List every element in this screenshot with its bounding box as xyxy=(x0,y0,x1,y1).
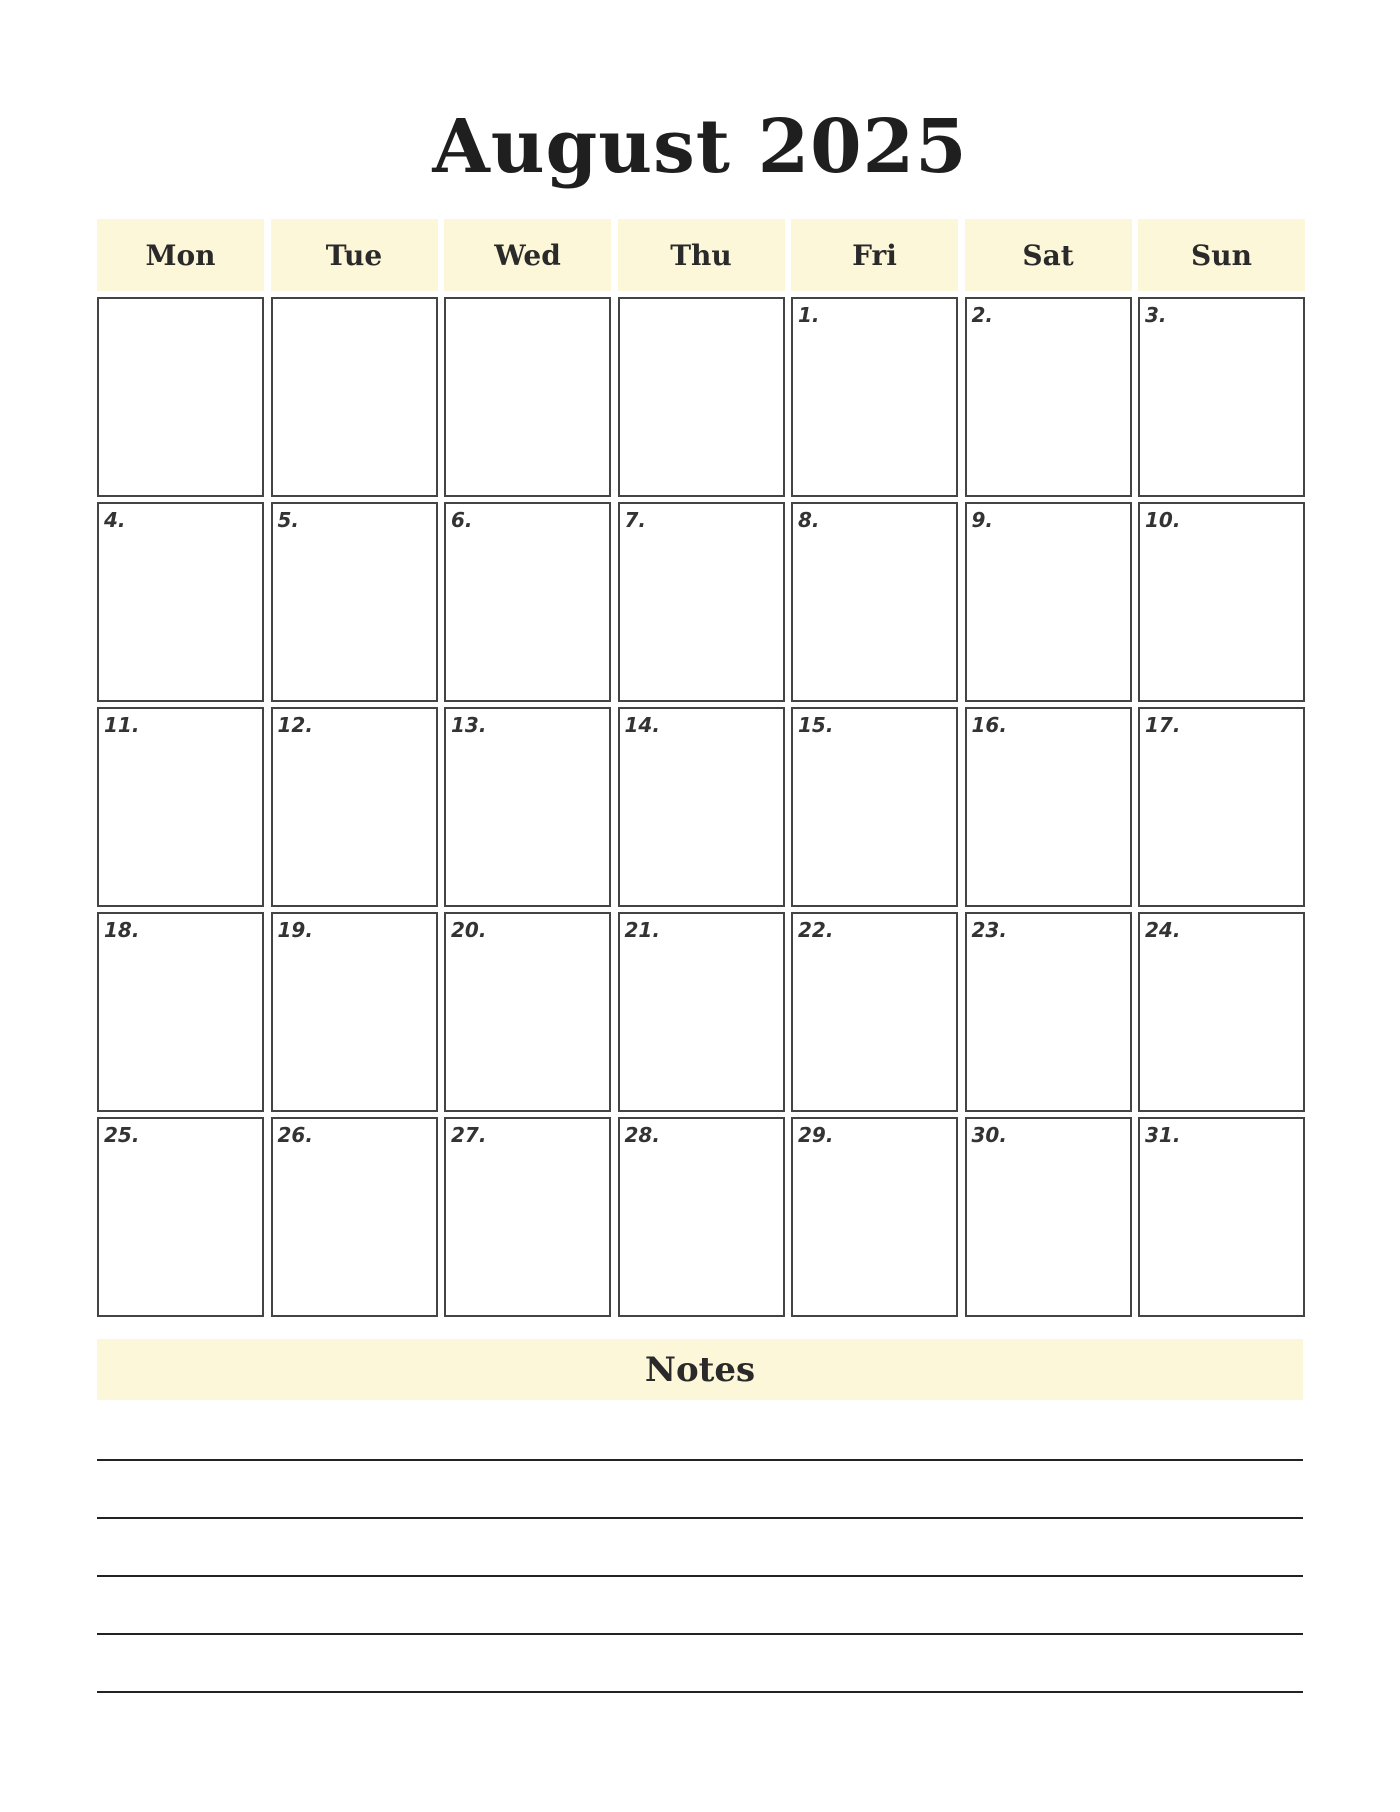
day-number: 6. xyxy=(451,508,473,532)
day-number: 16. xyxy=(971,713,1007,737)
day-cell[interactable] xyxy=(97,1117,264,1317)
day-number: 19. xyxy=(277,918,313,942)
day-cell[interactable] xyxy=(271,707,438,907)
day-cell[interactable] xyxy=(965,297,1132,497)
day-cell[interactable] xyxy=(97,707,264,907)
note-line[interactable] xyxy=(97,1633,1303,1635)
day-cell[interactable] xyxy=(97,912,264,1112)
day-number: 15. xyxy=(798,713,834,737)
day-cell[interactable] xyxy=(271,502,438,702)
day-cell[interactable] xyxy=(1138,297,1305,497)
day-cell[interactable] xyxy=(791,707,958,907)
day-number: 26. xyxy=(277,1123,313,1147)
day-cell[interactable] xyxy=(965,707,1132,907)
day-number: 11. xyxy=(104,713,140,737)
day-number: 24. xyxy=(1145,918,1181,942)
day-cell[interactable] xyxy=(965,912,1132,1112)
weekday-header-row xyxy=(97,219,1303,291)
day-cell[interactable] xyxy=(97,297,264,497)
day-number: 13. xyxy=(451,713,487,737)
day-cell[interactable] xyxy=(271,912,438,1112)
weekday-header-tue: Tue xyxy=(271,219,438,291)
day-cell[interactable] xyxy=(1138,707,1305,907)
day-cell[interactable] xyxy=(97,502,264,702)
day-cell[interactable] xyxy=(1138,502,1305,702)
day-cell[interactable] xyxy=(271,297,438,497)
page-title: August 2025 xyxy=(432,104,968,190)
day-cell[interactable] xyxy=(444,707,611,907)
day-cell[interactable] xyxy=(618,1117,785,1317)
note-line[interactable] xyxy=(97,1517,1303,1519)
day-cell[interactable] xyxy=(444,502,611,702)
day-number: 8. xyxy=(798,508,820,532)
day-cell[interactable] xyxy=(618,502,785,702)
day-cell[interactable] xyxy=(791,502,958,702)
note-line[interactable] xyxy=(97,1691,1303,1693)
weekday-header-sun: Sun xyxy=(1138,219,1305,291)
day-number: 2. xyxy=(971,303,994,327)
day-number: 28. xyxy=(624,1123,660,1147)
day-number: 9. xyxy=(971,508,994,532)
day-number: 7. xyxy=(624,508,647,532)
weekday-header-wed: Wed xyxy=(444,219,611,291)
note-line[interactable] xyxy=(97,1459,1303,1461)
day-cell[interactable] xyxy=(271,1117,438,1317)
day-number: 12. xyxy=(277,713,313,737)
day-number: 29. xyxy=(798,1123,834,1147)
day-number: 22. xyxy=(798,918,834,942)
day-number: 10. xyxy=(1145,508,1181,532)
day-cell[interactable] xyxy=(791,912,958,1112)
day-number: 18. xyxy=(104,918,140,942)
day-cell[interactable] xyxy=(1138,912,1305,1112)
note-line[interactable] xyxy=(97,1575,1303,1577)
day-number: 25. xyxy=(104,1123,140,1147)
day-cell[interactable] xyxy=(444,297,611,497)
day-cell[interactable] xyxy=(618,912,785,1112)
day-number: 20. xyxy=(451,918,487,942)
day-cell[interactable] xyxy=(965,1117,1132,1317)
day-cell[interactable] xyxy=(618,297,785,497)
day-number: 23. xyxy=(971,918,1007,942)
day-number: 5. xyxy=(277,508,300,532)
day-number: 17. xyxy=(1145,713,1181,737)
calendar-grid xyxy=(97,297,1303,1317)
day-cell[interactable] xyxy=(444,912,611,1112)
notes-header: Notes xyxy=(97,1339,1303,1400)
day-cell[interactable] xyxy=(444,1117,611,1317)
day-cell[interactable] xyxy=(1138,1117,1305,1317)
weekday-header-mon: Mon xyxy=(97,219,264,291)
day-number: 31. xyxy=(1145,1123,1181,1147)
day-number: 3. xyxy=(1145,303,1167,327)
day-number: 30. xyxy=(971,1123,1007,1147)
day-cell[interactable] xyxy=(791,297,958,497)
day-number: 4. xyxy=(104,508,126,532)
day-number: 27. xyxy=(451,1123,487,1147)
day-number: 21. xyxy=(624,918,660,942)
day-cell[interactable] xyxy=(965,502,1132,702)
weekday-header-thu: Thu xyxy=(618,219,785,291)
day-cell[interactable] xyxy=(791,1117,958,1317)
weekday-header-fri: Fri xyxy=(791,219,958,291)
day-number: 14. xyxy=(624,713,660,737)
weekday-header-sat: Sat xyxy=(965,219,1132,291)
day-cell[interactable] xyxy=(618,707,785,907)
day-number: 1. xyxy=(798,303,820,327)
